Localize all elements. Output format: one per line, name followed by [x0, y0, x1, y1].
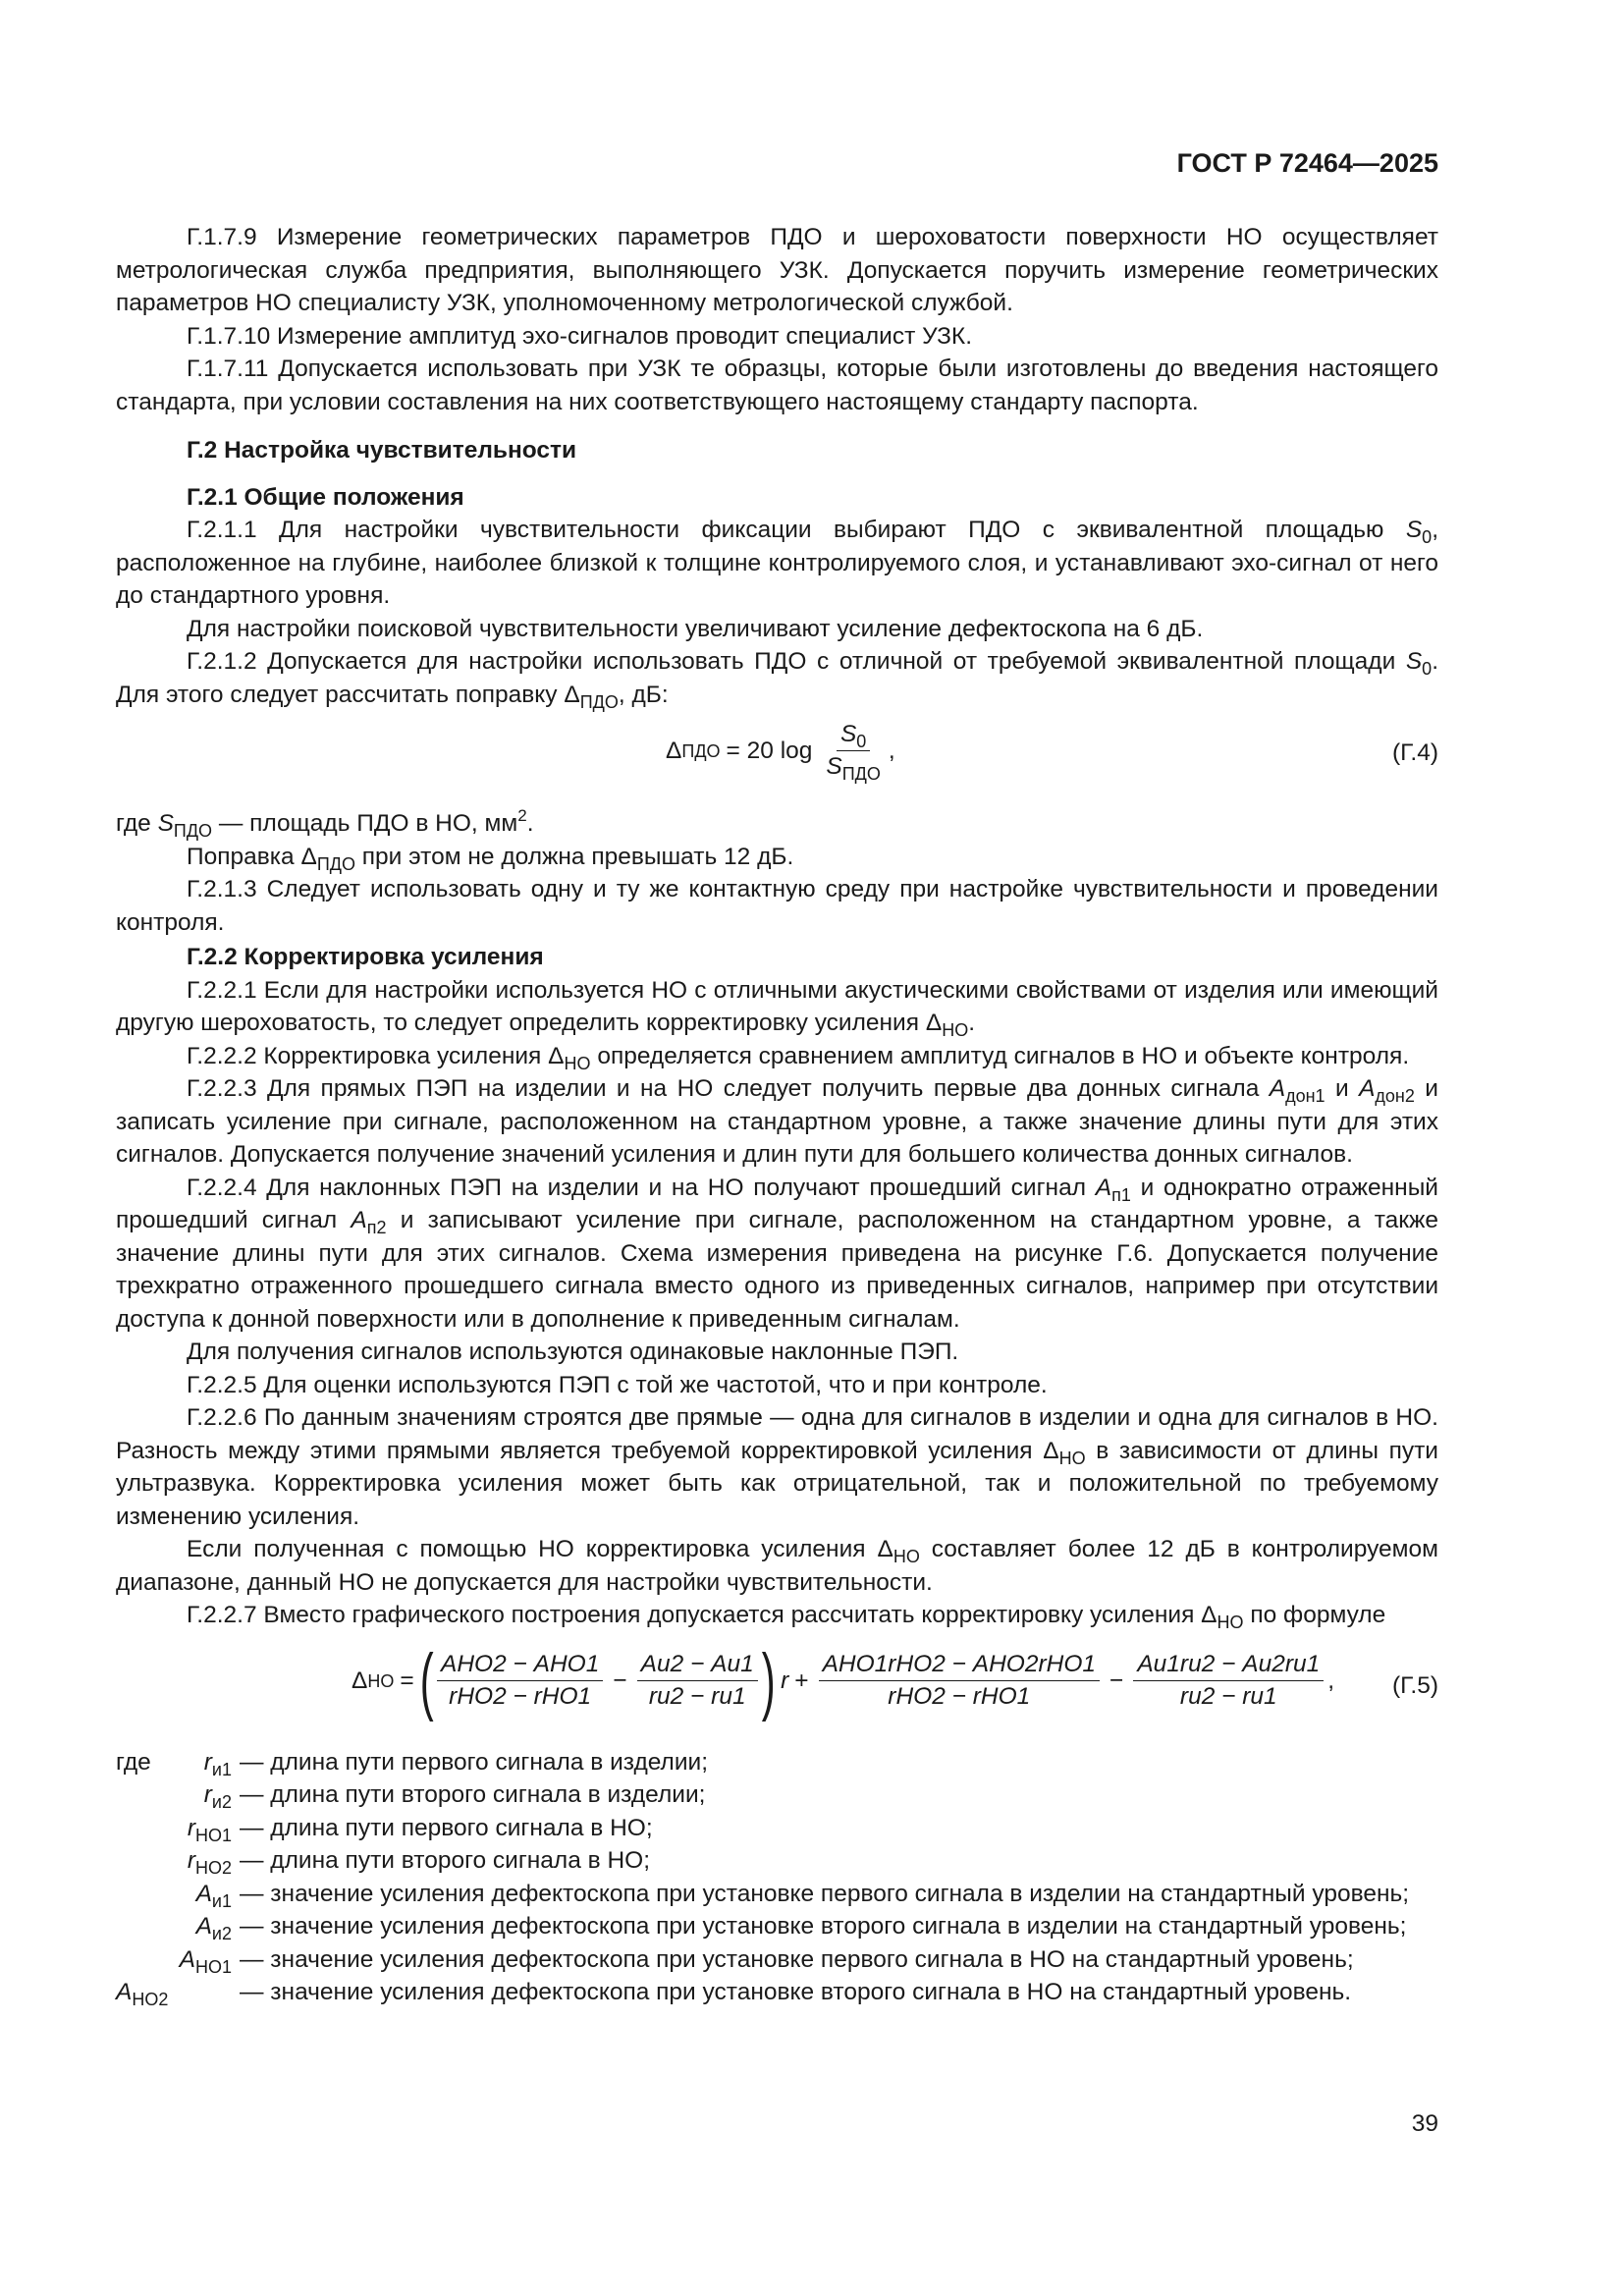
paragraph-g179: Г.1.7.9 Измерение геометрических параметров ПДО и шероховатости поверхности НО осуществляет метрологическая служба предприятия, выполняющего УЗК. Допускается поручить измерение геометрических параметров НО специалисту УЗК, уполномоченному метрологической службой. — [116, 224, 1438, 316]
legend-row: $r_{НО1}$ — длина пути первого сигнала в НО; — [187, 1814, 653, 1845]
legend-row: $r_{НО2}$ — длина пути второго сигнала в НО; — [187, 1847, 651, 1878]
paragraph-search-sensitivity: Для настройки поисковой чувствительности увеличивают усиление дефектоскопа на 6 дБ. — [187, 615, 1204, 642]
paragraph-same-transducers: Для получения сигналов используются одинаковые наклонные ПЭП. — [187, 1339, 959, 1365]
formula-g5-fraction-1: $\frac{\text{AНО2 − AНО1}}{\text{rНО2 − rНО1}}$ — [437, 1651, 603, 1711]
left-paren: ( — [419, 1638, 434, 1722]
variable-legend — [116, 1746, 1438, 2009]
paragraph-g1711: Г.1.7.11 Допускается использовать при УЗК те образцы, которые были изготовлены до введения настоящего стандарта, при условии составления на них соответствующего настоящему стандарту паспорта. — [116, 355, 1438, 415]
section-heading-g2: Г.2 Настройка чувствительности — [187, 437, 577, 464]
subsection-heading-g22: Г.2.2 Корректировка усиления — [187, 944, 544, 970]
paragraph-g212: Г.2.1.2 Допускается для настройки использовать ПДО с отличной от требуемой эквивалентной площади $S_0$. Для этого следует рассчитать поправку $\Delta_{ПДО}$, дБ: — [116, 648, 1438, 712]
formula-g5-number: (Г.5) — [1391, 1671, 1438, 1699]
legend-row: $A_{НО1}$ — значение усиления дефектоскопа при установке первого сигнала в НО на стандартный уровень; — [179, 1945, 1354, 1977]
paragraph-correction-limit: Поправка $\Delta_{ПДО}$ при этом не должна превышать 12 дБ. — [187, 843, 794, 874]
paragraph-g225: Г.2.2.5 Для оценки используются ПЭП с той же частотой, что и при контроле. — [187, 1371, 1048, 1398]
paragraph-g227: Г.2.2.7 Вместо графического построения допускается рассчитать корректировку усиления $\Delta_{НО}$ по формуле — [187, 1602, 1386, 1632]
page-number: 39 — [1411, 2110, 1438, 2137]
paragraph-g221: Г.2.2.1 Если для настройки используется НО с отличными акустическими свойствами от изделия или имеющий другую шероховатость, то следует определить корректировку усиления $\Delta_{НО}$. — [116, 976, 1438, 1040]
paragraph-g222: Г.2.2.2 Корректировка усиления $\Delta_{НО}$ определяется сравнением амплитуд сигналов в НО и объекте контроля. — [187, 1042, 1410, 1073]
paragraph-g211: Г.2.1.1 Для настройки чувствительности фиксации выбирают ПДО с эквивалентной площадью $S_0$, расположенное на глубине, наиболее близкой к толщине контролируемого слоя, и устанавливают эхо-сигнал от него до стандартного уровня. — [116, 517, 1438, 609]
formula-g4-number: (Г.4) — [1391, 739, 1438, 766]
paragraph-limit-12db: Если полученная с помощью НО корректировка усиления $\Delta_{НО}$ составляет более 12 дБ в контролируемом диапазоне, данный НО не допускается для настройки чувствительности. — [116, 1536, 1438, 1596]
paragraph-g223: Г.2.2.3 Для прямых ПЭП на изделии и на НО следует получить первые два донных сигнала $A_{дон1}$ и $A_{дон2}$ и записать усиление при сигнале, расположенном на стандартном уровне, а также значение длины пути для этих сигналов. Допускается получение значений усиления и длин пути для большего количества донных сигналов. — [116, 1075, 1438, 1168]
formula-g5-fraction-4: $\frac{Aи1rи2 - Aи2rи1}{rи2 - rи1}$ — [1133, 1651, 1324, 1711]
paragraph-g224: Г.2.2.4 Для наклонных ПЭП на изделии и на НО получают прошедший сигнал $A_{п1}$ и однократно отраженный прошедший сигнал $A_{п2}$ и записывают усиление при сигнале, расположенном на стандартном уровне, а также значение длины пути для этих сигналов. Схема измерения приведена на рисунке Г.6. Допускается получение трехкратно отраженного прошедшего сигнала вместо одного из приведенных сигналов, например при отсутствии доступа к донной поверхности или в дополнение к приведенным сигналам. — [116, 1174, 1438, 1333]
legend-row: $A_{и1}$ — значение усиления дефектоскопа при установке первого сигнала в изделии на стандартный уровень; — [195, 1880, 1410, 1911]
right-paren: ) — [761, 1638, 776, 1722]
legend-row: где $r_{и1}$ — длина пути первого сигнала в изделии; — [116, 1748, 709, 1779]
document-id-header: ГОСТ Р 72464—2025 — [1176, 148, 1438, 178]
formula-g5 — [116, 1638, 1438, 1732]
formula-g5-body: Δ НО = ( $\frac{\text{AНО2 − AНО1}}{\text{rНО2 − rНО1}}$ − $\frac{Aи2 - Aи1}{rи2 - rи1}$ ) r + $\frac{\text{AНО1rНО2 − AНО2rНО1}}{\text{rНО2 − rНО1}}$ − $\frac{Aи1rи2 - Aи2rи1}{rи2 - rи1}$ , — [352, 1638, 1335, 1722]
legend-row: $A_{НО2}$ — значение усиления дефектоскопа при установке второго сигнала в НО на стандартный уровень. — [116, 1979, 1352, 2009]
formula-g4-body: Δ ПДО = 20 log $\frac{S_0}{S_{ПДО}}$ , — [666, 721, 895, 784]
paragraph-where-g4: где $S_{ПДО}$ — площадь ПДО в НО, $мм^2$. — [116, 806, 534, 841]
formula-g4-fraction: $\frac{S_0}{S_{ПДО}}$ — [826, 721, 881, 784]
paragraph-g213: Г.2.1.3 Следует использовать одну и ту же контактную среду при настройке чувствительности и проведении контроля. — [116, 876, 1438, 936]
formula-g5-fraction-2: $\frac{Aи2 - Aи1}{rи2 - rи1}$ — [637, 1651, 758, 1711]
formula-g5-fraction-3: $\frac{\text{AНО1rНО2 − AНО2rНО1}}{\text{rНО2 − rНО1}}$ — [819, 1651, 1100, 1711]
paragraph-g1710: Г.1.7.10 Измерение амплитуд эхо-сигналов проводит специалист УЗК. — [187, 322, 973, 350]
formula-g4 — [116, 717, 1438, 797]
paragraph-g226: Г.2.2.6 По данным значениям строятся две прямые — одна для сигналов в изделии и одна для сигналов в НО. Разность между этими прямыми является требуемой корректировкой усиления $\Delta_{НО}$ в зависимости от длины пути ультразвука. Корректировка усиления может быть как отрицательной, так и положительной по требуемому изменению усиления. — [116, 1404, 1438, 1530]
subsection-heading-g21: Г.2.1 Общие положения — [187, 483, 464, 511]
legend-row: $r_{и2}$ — длина пути второго сигнала в изделии; — [203, 1781, 706, 1812]
page-content — [116, 221, 1438, 2009]
legend-row: $A_{и2}$ — значение усиления дефектоскопа при установке второго сигнала в изделии на стандартный уровень; — [195, 1913, 1407, 1943]
